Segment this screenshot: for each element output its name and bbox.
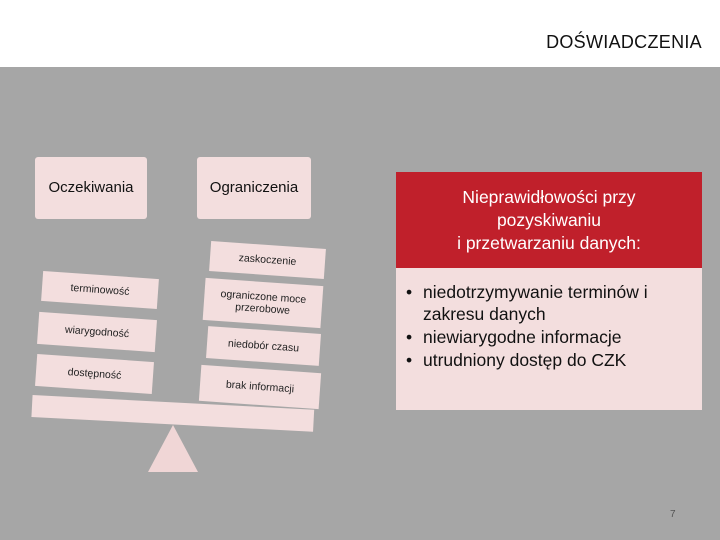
scale-fulcrum [148,425,198,472]
slide-title: DOŚWIADCZENIA [546,32,702,52]
bullet-icon: • [406,327,413,347]
list-item [406,349,694,371]
limitations-label: Ograniczenia [209,179,299,196]
irregularities-list [406,281,694,371]
bullet-icon: • [406,282,413,302]
irregularities-heading [396,172,702,268]
scale-left-item-label: terminowość [70,281,130,299]
scale-right-item-label: ograniczone moce przerobowe [220,288,307,317]
page-number: 7 [670,509,676,520]
slide-header [0,0,720,67]
scale-left-item-label: dostępność [67,366,122,382]
irregularities-list-box [396,268,702,410]
list-item-text: niewiarygodne informacje [423,327,622,347]
expectations-label: Oczekiwania [48,179,134,196]
list-item-text: niedotrzymywanie terminów i zakresu danych [423,282,648,324]
limitations-box [197,157,311,219]
irregularities-heading-line: i przetwarzaniu danych: [457,232,641,253]
scale-right-item [203,278,324,328]
scale-right-item-label: niedobór czasu [227,337,300,355]
list-item [406,281,694,325]
list-item [406,326,694,348]
expectations-box [35,157,147,219]
scale-right-item-label: zaskoczenie [238,251,297,269]
bullet-icon: • [406,350,413,370]
scale-right-item-label: brak informacji [225,378,295,396]
list-item-text: utrudniony dostęp do CZK [423,350,627,370]
irregularities-heading-line: pozyskiwaniu [496,209,602,230]
irregularities-heading-line: Nieprawidłowości przy [462,186,636,207]
scale-left-item-label: wiarygodność [64,323,130,341]
